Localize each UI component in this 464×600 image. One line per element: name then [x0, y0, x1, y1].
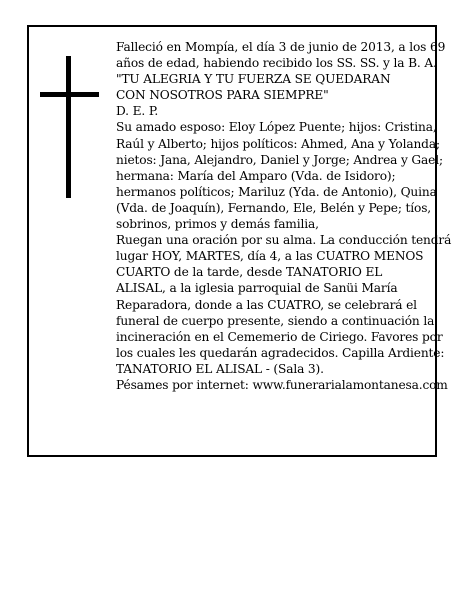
obituary-notice [27, 25, 452, 457]
obituary-text [116, 39, 452, 393]
text-line: CUARTO de la tarde, desde TANATORIO EL [116, 265, 383, 280]
text-line: años de edad, habiendo recibido los SS. SS. y la B. A. [116, 56, 437, 71]
text-line: Su amado esposo: Eloy López Puente; hijos: Cristina, [116, 120, 437, 135]
text-line: funeral de cuerpo presente, siendo a continuación la [116, 313, 435, 328]
text-line: Falleció en Mompía, el día 3 de junio de 2013, a los 69 [116, 40, 446, 54]
text-line: hermanos políticos; Mariluz (Yda. de Antonio), Quina [116, 184, 437, 199]
text-line: (Vda. de Joaquín), Fernando, Ele, Belén y Pepe; tíos, [116, 200, 432, 215]
text-line: CON NOSOTROS PARA SIEMPRE" [116, 88, 329, 103]
text-line: Pésames por internet: www.funerarialamontanesa.com [116, 377, 448, 392]
cross-vertical-bar [66, 56, 71, 198]
text-line: TANATORIO EL ALISAL - (Sala 3). [116, 361, 324, 376]
text-line: D. E. P. [116, 104, 159, 119]
text-line: "TU ALEGRIA Y TU FUERZA SE QUEDARAN [116, 72, 391, 87]
text-line: incineración en el Cememerio de Ciriego. Favores por [116, 329, 443, 344]
text-line: hermana: María del Amparo (Vda. de Isidoro); [116, 168, 396, 183]
text-line: nietos: Jana, Alejandro, Daniel y Jorge; Andrea y Gael; [116, 152, 443, 167]
cross-icon [40, 56, 99, 198]
text-line: Raúl y Alberto; hijos políticos: Ahmed, Ana y Yolanda; [116, 136, 440, 151]
text-line: sobrinos, primos y demás familia, [116, 217, 319, 232]
text-line: Reparadora, donde a las CUATRO, se celebrará el [116, 297, 417, 312]
text-line: Ruegan una oración por su alma. La conducción tendrá [116, 233, 452, 248]
cross-horizontal-bar [40, 92, 99, 97]
text-line: los cuales les quedarán agradecidos. Capilla Ardiente: [116, 345, 445, 360]
text-line: lugar HOY, MARTES, día 4, a las CUATRO MENOS [116, 249, 424, 264]
text-line: ALISAL, a la iglesia parroquial de Sanüi María [116, 281, 398, 296]
